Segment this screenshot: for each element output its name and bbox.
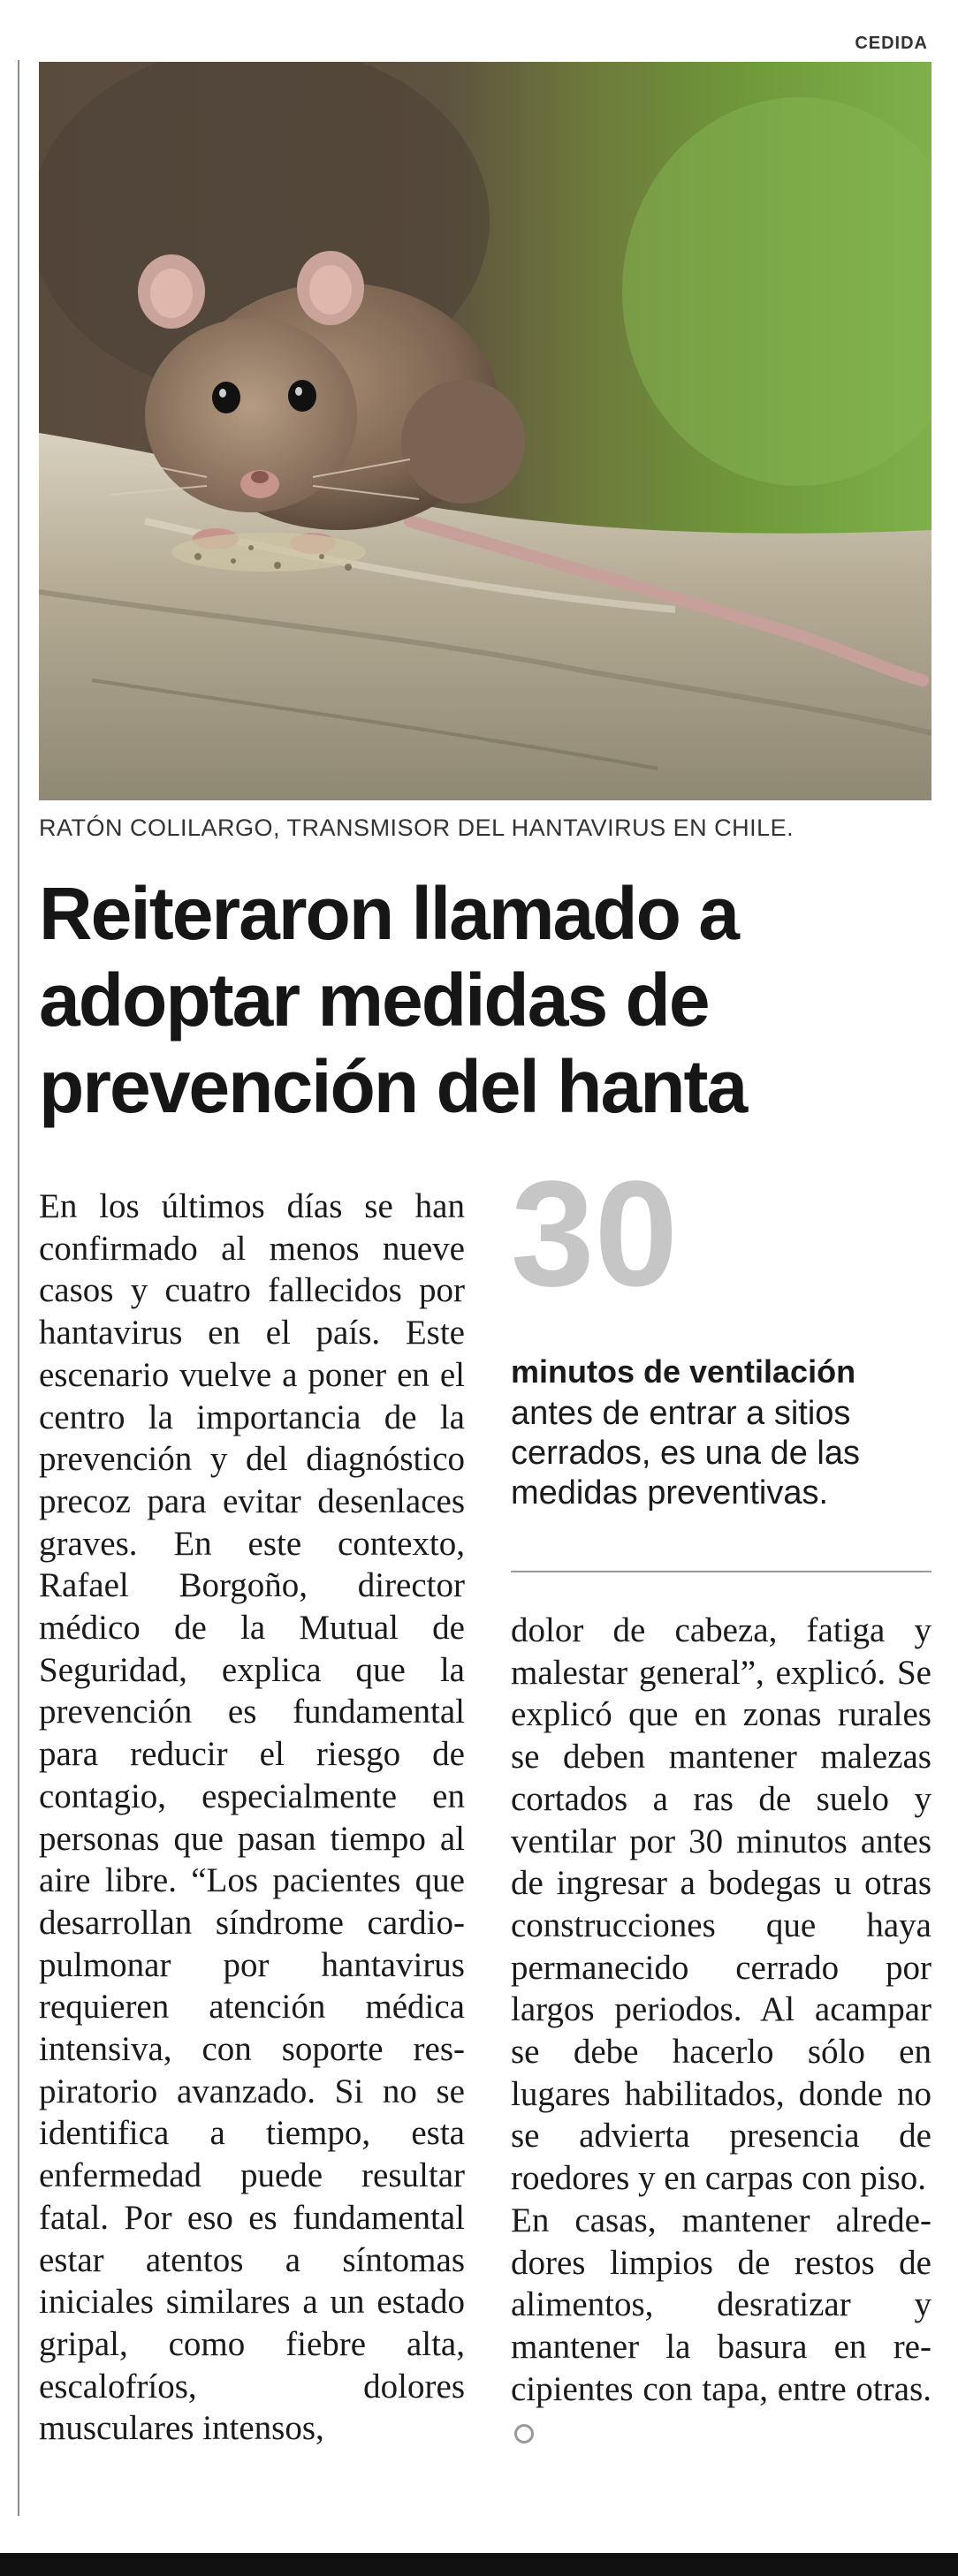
stat-divider <box>511 1571 931 1572</box>
photo-caption: RATÓN COLILARGO, TRANSMISOR DEL HANTAVIRUS EN CHILE. <box>39 814 795 841</box>
article-photo <box>39 62 931 800</box>
rat-photo-illustration <box>39 62 931 800</box>
body-paragraph: dolor de cabeza, fatiga y malestar general”, explicó. Se explicó que en zonas rurales se deben mantener malezas cortados a ras de suelo y ventilar por 30 minutos antes de ingresar a bodegas u otras construcciones que haya permanecido cerrado por largos periodos. Al acampar se debe hacerlo sólo en lugares habilitados, donde no se advierta presencia de roedores y en carpas con piso. <box>511 1611 931 2198</box>
stat-label: minutos de ventilación <box>511 1353 856 1390</box>
photo-credit: CEDIDA <box>855 34 928 53</box>
body-paragraph: En los últimos días se han confirmado al menos nueve casos y cuatro fallecidos por hantavirus en el país. Este escenario vuelve a poner en el centro la importancia de la prevención y del diagnóstico precoz para evitar desenlaces graves. En este contexto, Rafael Borgoño, director médico de la Mutual de Seguridad, explica que la prevención es fundamental para reducir el riesgo de contagio, especialmente en personas que pasan tiempo al aire libre. “Los pacientes que desarrollan síndrome cardiopulmonar por hantavirus requieren atención médica intensiva, con soporte respiratorio avanzado. Si no se identifica a tiempo, esta enfermedad puede resultar fatal. Por eso es fundamental estar atentos a síntomas iniciales similares a un estado gripal, como fiebre alta, escalofríos, dolores musculares intensos, <box>39 1187 465 2448</box>
article-body-right-column <box>511 1610 931 2452</box>
body-paragraph-text: En casas, mantener alrededores limpios de restos de alimentos, desratizar y mantener la basura en recipientes con tapa, entre otras. <box>511 2201 931 2408</box>
page-bottom-bar <box>0 2553 958 2576</box>
article-body-left-column <box>39 1186 465 2450</box>
body-paragraph-ending <box>511 2200 931 2452</box>
column-divider <box>18 60 19 2516</box>
stat-number: 30 <box>511 1150 679 1318</box>
end-of-article-icon <box>514 2424 534 2443</box>
article-headline: Reiteraron llamado a adoptar medidas de prevención del hanta <box>39 872 747 1128</box>
stat-description: antes de entrar a sitios cerrados, es una de las medidas preventivas. <box>511 1395 861 1512</box>
